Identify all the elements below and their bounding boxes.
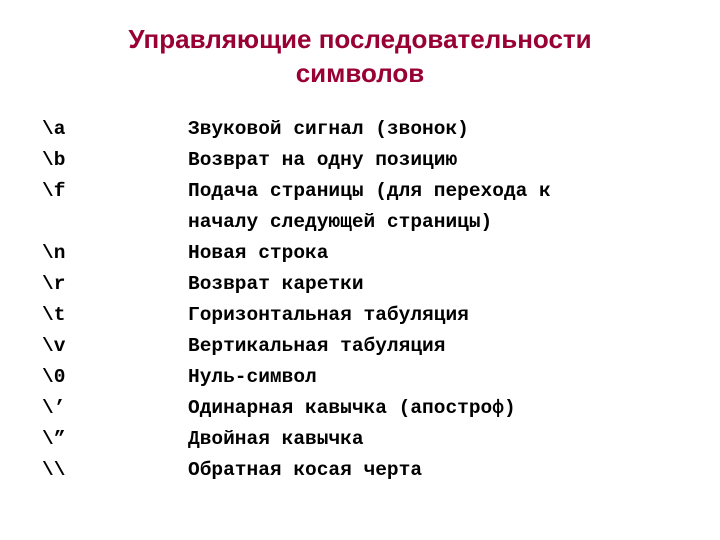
slide-title (0, 22, 720, 90)
description-line: Звуковой сигнал (звонок) (188, 118, 469, 140)
escape-sequence-code: \” (42, 428, 66, 450)
escape-sequence-code: \0 (42, 366, 66, 388)
description-line: началу следующей страницы) (188, 211, 493, 233)
description-line: Обратная косая черта (188, 459, 423, 481)
escape-sequence-description (188, 238, 692, 269)
escape-sequence-row (42, 362, 692, 393)
slide-title-line-1: Управляющие последовательности (128, 24, 592, 54)
escape-sequence-code: \n (42, 242, 66, 264)
escape-sequence-row (42, 238, 692, 269)
escape-sequence-row (42, 114, 692, 145)
description-line: Одинарная кавычка (апостроф) (188, 397, 516, 419)
escape-sequence-description (188, 269, 692, 300)
escape-sequence-table (42, 114, 692, 486)
escape-sequence-code: \’ (42, 397, 66, 419)
description-line: Новая строка (188, 242, 329, 264)
escape-sequence-description (188, 145, 692, 176)
description-line: Нуль-символ (188, 366, 317, 388)
escape-sequence-row (42, 455, 692, 486)
escape-sequence-description (188, 176, 692, 238)
escape-sequence-code: \a (42, 118, 66, 140)
escape-sequence-code: \b (42, 149, 66, 171)
escape-sequence-row (42, 269, 692, 300)
description-line: Двойная кавычка (188, 428, 364, 450)
escape-sequence-code: \f (42, 180, 66, 202)
description-line: Подача страницы (для перехода к (188, 180, 551, 202)
escape-sequence-description (188, 300, 692, 331)
escape-sequence-description (188, 331, 692, 362)
escape-sequence-description (188, 362, 692, 393)
escape-sequence-row (42, 176, 692, 238)
escape-sequence-description (188, 114, 692, 145)
escape-sequence-row (42, 300, 692, 331)
escape-sequence-row (42, 331, 692, 362)
escape-sequence-description (188, 455, 692, 486)
escape-sequence-code: \\ (42, 459, 66, 481)
description-line: Вертикальная табуляция (188, 335, 446, 357)
description-line: Горизонтальная табуляция (188, 304, 469, 326)
escape-sequence-code: \t (42, 304, 66, 326)
escape-sequence-row (42, 393, 692, 424)
escape-sequence-code: \v (42, 335, 66, 357)
description-line: Возврат каретки (188, 273, 364, 295)
description-line: Возврат на одну позицию (188, 149, 458, 171)
escape-sequence-row (42, 424, 692, 455)
escape-sequence-code: \r (42, 273, 66, 295)
escape-sequence-description (188, 424, 692, 455)
escape-sequence-description (188, 393, 692, 424)
escape-sequence-row (42, 145, 692, 176)
slide-title-line-2: символов (295, 58, 425, 88)
